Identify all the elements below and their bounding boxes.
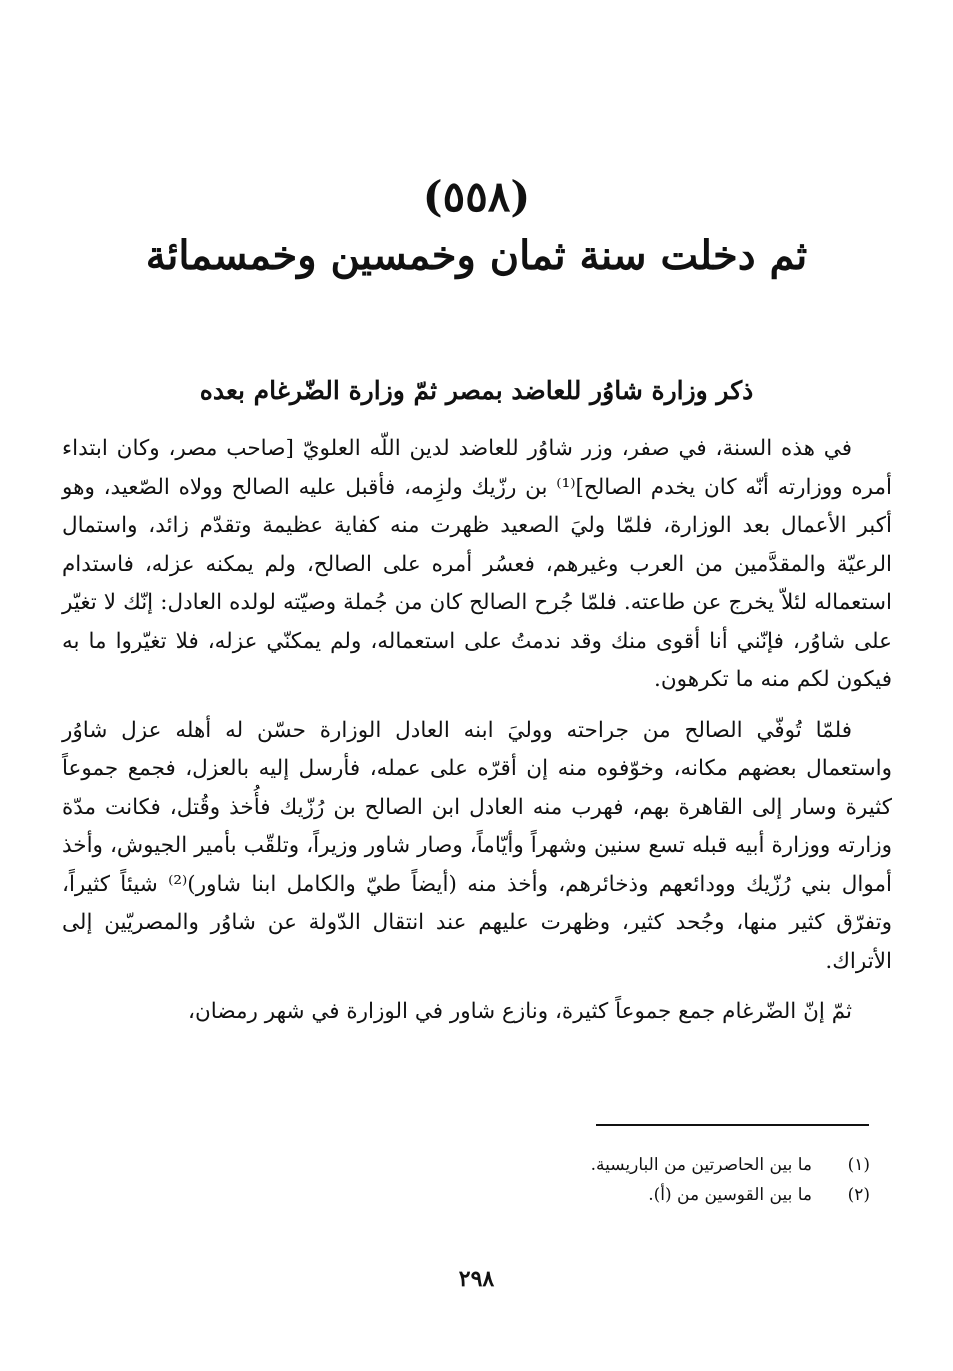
paragraph: ثمّ إنّ الضّرغام جمع جموعاً كثيرة، ونازع شاور في الوزارة في شهر رمضان، — [188, 999, 852, 1024]
section-title: ذكر وزارة شاوُر للعاضد بمصر ثمّ وزارة الضّرغام بعده — [199, 376, 754, 405]
year-heading: (٥٥٨) — [422, 172, 531, 221]
chapter-title: ثم دخلت سنة ثمان وخمسين وخمسمائة — [145, 232, 808, 279]
footnote-text: ما بين القوسين من (أ). — [648, 1185, 812, 1205]
paragraph: في هذه السنة، في صفر، وزر شاوُر للعاضد لدين اللّه العلويّ [صاحب مصر، وكان ابتداء أمره ووزارته أنّه كان يخدم الصالح]⁽¹⁾ بن رزّيك ولزِمه، فأقبل عليه الصالح وولاه الصّعيد، وهو أكبر الأعمال بعد الوزارة، فلمّا وليَ الصعيد ظهرت منه كفاية عظيمة وتقدّم زائد، واستمال الرعيّة والمقدَّمين من العرب وغيرهم، فعسُر أمره على الصالح، ولم يمكنه عزله، فاستدام استعماله لئلاّ يخرج عن طاعته. فلمّا جُرح الصالح كان من جُملة وصيّته لولده العادل: إنّك لا تغيّر على شاوُر، فإنّني أنا أقوى منك وقد ندمتُ على استعماله، ولم يمكنّي عزله، فلا تغيّروا ما به فيكون لكم منه ما تكرهون. — [62, 436, 892, 692]
footnote-text: ما بين الحاصرتين من الباريسية. — [590, 1155, 812, 1175]
footnotes — [400, 1150, 870, 1210]
footnote-number: (٢) — [847, 1185, 870, 1205]
footnote-divider — [596, 1124, 869, 1126]
footnote-number: (١) — [847, 1155, 870, 1175]
page-number: ٢٩٨ — [458, 1266, 495, 1292]
footnote — [400, 1180, 870, 1210]
paragraph: فلمّا تُوفّي الصالح من جراحته ووليَ ابنه العادل الوزارة حسّن له أهله عزل شاوُر واستعمال بعضهم مكانه، وخوّفوه منه إن أقرّه على عمله، فأرسل إليه بالعزل، فجمع جموعاً كثيرة وسار إلى القاهرة بهم، فهرب منه العادل ابن الصالح بن رُزّيك فأُخذ وقُتل، فكانت مدّة وزارته ووزارة أبيه قبله تسع سنين وشهراً وأيّاماً، وصار شاور وزيراً، وتلقّب بأمير الجيوش، وأخذ أموال بني رُزّيك وودائعهم وذخائرهم، وأخذ منه (أيضاً طيّ والكامل ابنا شاور)⁽²⁾ شيئاً كثيراً، وتفرّق كثير منها، وجُحد كثير، وظهرت عليهم عند انتقال الدّولة عن شاوُر والمصريّين إلى الأتراك. — [62, 717, 892, 974]
footnote — [400, 1150, 870, 1180]
body-text — [62, 430, 892, 1032]
